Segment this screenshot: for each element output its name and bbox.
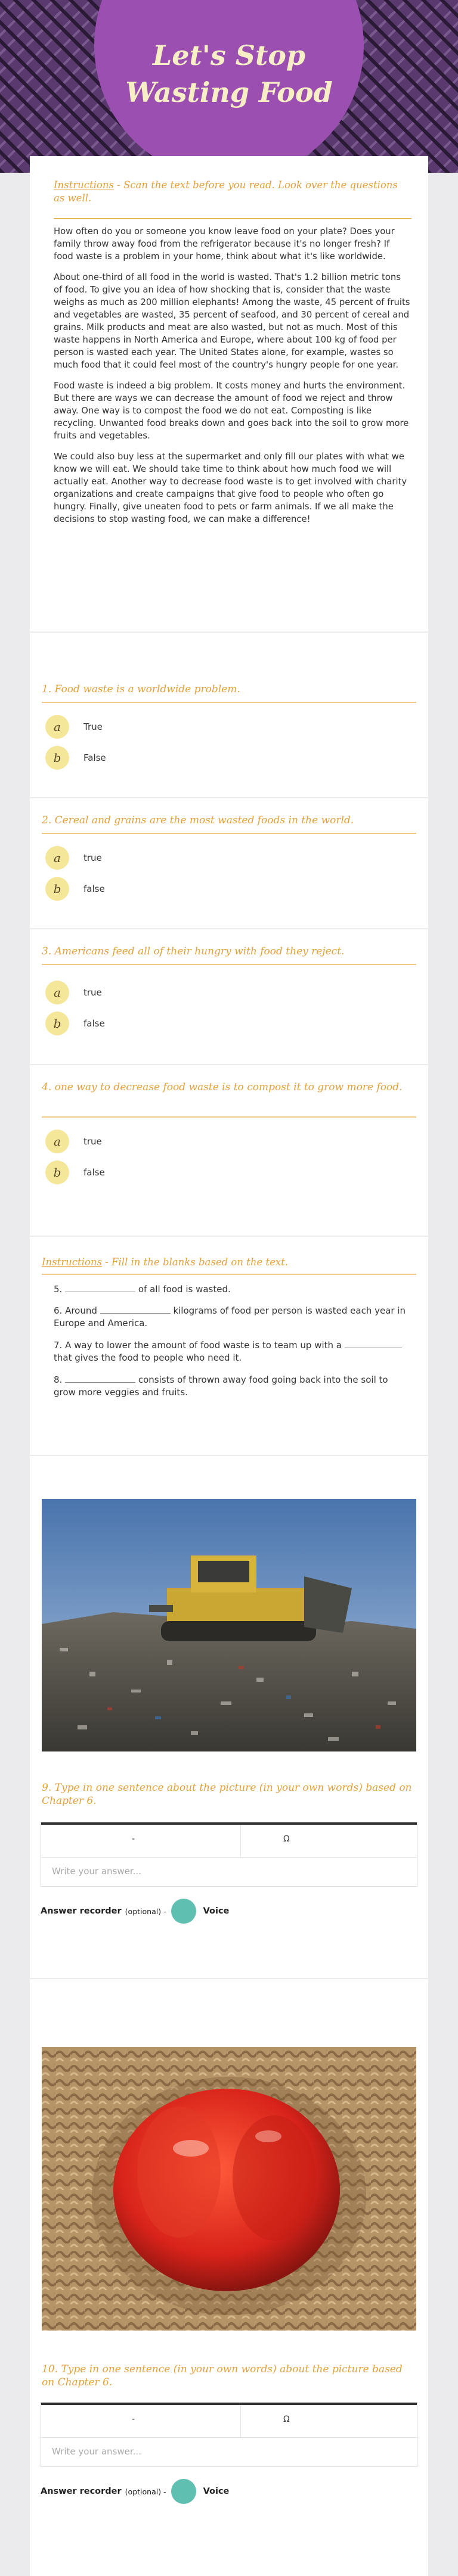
q10-answer-recorder — [41, 2478, 229, 2505]
blank-8-input[interactable] — [65, 1373, 135, 1383]
option-label: true — [83, 1136, 102, 1147]
option-label: true — [83, 987, 102, 998]
option-badge: a — [45, 846, 69, 870]
toolbar-separator — [240, 2405, 241, 2437]
instructions-1 — [54, 179, 411, 205]
fill-text: kilograms of food per person is wasted each year in Europe and America. — [54, 1305, 406, 1329]
instructions-1-label: Instructions — [54, 179, 114, 191]
option-label: false — [83, 1167, 105, 1178]
question-3: 3. Americans feed all of their hungry with food they reject. — [42, 945, 345, 957]
question-4-rule — [42, 1116, 416, 1118]
section-divider — [30, 631, 428, 633]
option-badge: b — [45, 877, 69, 901]
question-4: 4. one way to decrease food waste is to compost it to grow more food. — [42, 1081, 403, 1093]
q10-editor-toolbar — [41, 2403, 417, 2438]
fill-text: consists of thrown away food going back into the soil to grow more veggies and fruits. — [54, 1374, 388, 1398]
recorder-label: Answer recorder — [41, 1906, 122, 1916]
option-label: False — [83, 752, 106, 763]
instructions-2-label: Instructions — [42, 1256, 102, 1268]
question-10: 10. Type in one sentence (in your own words) about the picture based on Chapter 6. — [42, 2363, 403, 2388]
page-title: Let's Stop Wasting Food — [125, 39, 333, 108]
fill-text: of all food is wasted. — [138, 1284, 231, 1295]
question-4-option-a[interactable] — [45, 1130, 102, 1153]
tomato-basket-photo — [42, 2047, 416, 2331]
q10-answer-input[interactable]: Write your answer... — [52, 2446, 141, 2457]
option-label: true — [83, 853, 102, 863]
toolbar-separator — [240, 1825, 241, 1857]
fill-text: 5. — [54, 1284, 63, 1295]
blank-7-input[interactable] — [345, 1338, 402, 1348]
instructions-2-text: - Fill in the blanks based on the text. — [101, 1256, 289, 1268]
voice-label: Voice — [203, 1906, 230, 1916]
fill-text: 8. — [54, 1374, 63, 1385]
question-1: 1. Food waste is a worldwide problem. — [42, 683, 240, 695]
question-3-option-b[interactable] — [45, 1012, 105, 1035]
q9-editor-toolbar — [41, 1822, 417, 1858]
option-label: false — [83, 883, 105, 894]
tomato-basket-illustration — [42, 2047, 416, 2331]
q9-toolbar-dash-button[interactable]: - — [132, 1834, 135, 1844]
option-badge: a — [45, 715, 69, 739]
bulldozer-landfill-illustration — [42, 1499, 416, 1751]
section-divider — [30, 1978, 428, 1979]
option-badge: a — [45, 981, 69, 1004]
passage-paragraph: How often do you or someone you know leave food on your plate? Does your family throw away food from the refrigerator because it's no longer fresh? If food waste is a problem in your home, think about what it's like worldwide. — [54, 226, 395, 262]
section-divider — [30, 1236, 428, 1237]
question-3-rule — [42, 964, 416, 965]
question-2-option-b[interactable] — [45, 877, 105, 901]
fill-text: 7. A way to lower the amount of food waste is to team up with a — [54, 1340, 342, 1351]
option-badge: b — [45, 1012, 69, 1035]
question-1-option-a[interactable] — [45, 715, 103, 739]
fill-text: 6. Around — [54, 1305, 97, 1316]
recorder-note: (optional) - — [125, 2487, 166, 2496]
q9-answer-input[interactable]: Write your answer... — [52, 1866, 141, 1877]
reading-passage — [54, 225, 411, 534]
passage-paragraph: Food waste is indeed a big problem. It costs money and hurts the environment. But there are ways we can decrease the amount of food we reject and throw away. One way is to compost the food we do not eat. Composting is like recycling. Unwanted food breaks down and goes back into the soil to grow more fruits and vegetables. — [54, 381, 409, 441]
blank-6-input[interactable] — [100, 1303, 171, 1314]
fill-blank-8 — [54, 1373, 411, 1399]
bulldozer-landfill-photo — [42, 1499, 416, 1751]
question-2-rule — [42, 833, 416, 834]
question-9: 9. Type in one sentence about the picture (in your own words) based on Chapter 6. — [42, 1782, 412, 1807]
recorder-label: Answer recorder — [41, 2487, 122, 2496]
q10-omega-icon[interactable]: Ω — [283, 2415, 290, 2424]
instructions-2 — [42, 1256, 400, 1269]
q9-answer-editor — [41, 1822, 417, 1887]
question-4-option-b[interactable] — [45, 1161, 105, 1184]
question-2: 2. Cereal and grains are the most wasted foods in the world. — [42, 814, 354, 826]
worksheet-card — [30, 156, 428, 2576]
section-divider — [30, 1064, 428, 1065]
blank-5-input[interactable] — [65, 1282, 135, 1292]
option-label: false — [83, 1018, 105, 1029]
section-divider — [30, 1455, 428, 1456]
q9-microphone-icon[interactable] — [171, 1899, 196, 1924]
option-badge: a — [45, 1130, 69, 1153]
instructions-1-rule — [54, 218, 411, 219]
fill-blank-6 — [54, 1303, 411, 1330]
fill-blank-5 — [54, 1282, 411, 1296]
section-divider — [30, 797, 428, 798]
question-1-rule — [42, 702, 416, 703]
instructions-2-rule — [42, 1274, 416, 1275]
option-label: True — [83, 721, 103, 732]
question-1-option-b[interactable] — [45, 746, 106, 770]
passage-paragraph: We could also buy less at the supermarket and only fill our plates with what we know we will eat. We should take time to think about how much food we will actually eat. Another way to decrease food waste is to get involved with charity organizations and create campaigns that give food to people who often go hungry. Finally, give uneaten food to pets or farm animals. If we all make the decisions to stop wasting food, we can make a difference! — [54, 452, 407, 524]
q9-answer-recorder — [41, 1898, 229, 1924]
q10-answer-editor — [41, 2402, 417, 2467]
recorder-note: (optional) - — [125, 1906, 166, 1916]
section-divider — [30, 928, 428, 929]
q9-omega-icon[interactable]: Ω — [283, 1834, 290, 1844]
passage-paragraph: About one-third of all food in the world is wasted. That's 1.2 billion metric tons of food. To give you an idea of how shocking that is, consider that the waste weighs as much as 200 million elephants! Among the waste, 45 percent of fruits and vegetables are wasted, 35 percent of seafood, and 30 percent of cereal and grains. Milk products and meat are also wasted, but not as much. Most of this waste happens in North America and Europe, where about 100 kg of food per person is wasted each year. The United States alone, for example, wastes so much food that it could feel most of the country's hungry people for one year. — [54, 272, 410, 370]
instructions-1-text: - Scan the text before you read. Look over the questions as well. — [54, 179, 398, 204]
voice-label: Voice — [203, 2487, 230, 2496]
question-3-option-a[interactable] — [45, 981, 102, 1004]
option-badge: b — [45, 746, 69, 770]
q10-toolbar-dash-button[interactable]: - — [132, 2415, 135, 2424]
fill-blank-7 — [54, 1338, 411, 1364]
q10-microphone-icon[interactable] — [171, 2479, 196, 2504]
question-2-option-a[interactable] — [45, 846, 102, 870]
option-badge: b — [45, 1161, 69, 1184]
fill-text: that gives the food to people who need it. — [54, 1352, 242, 1363]
